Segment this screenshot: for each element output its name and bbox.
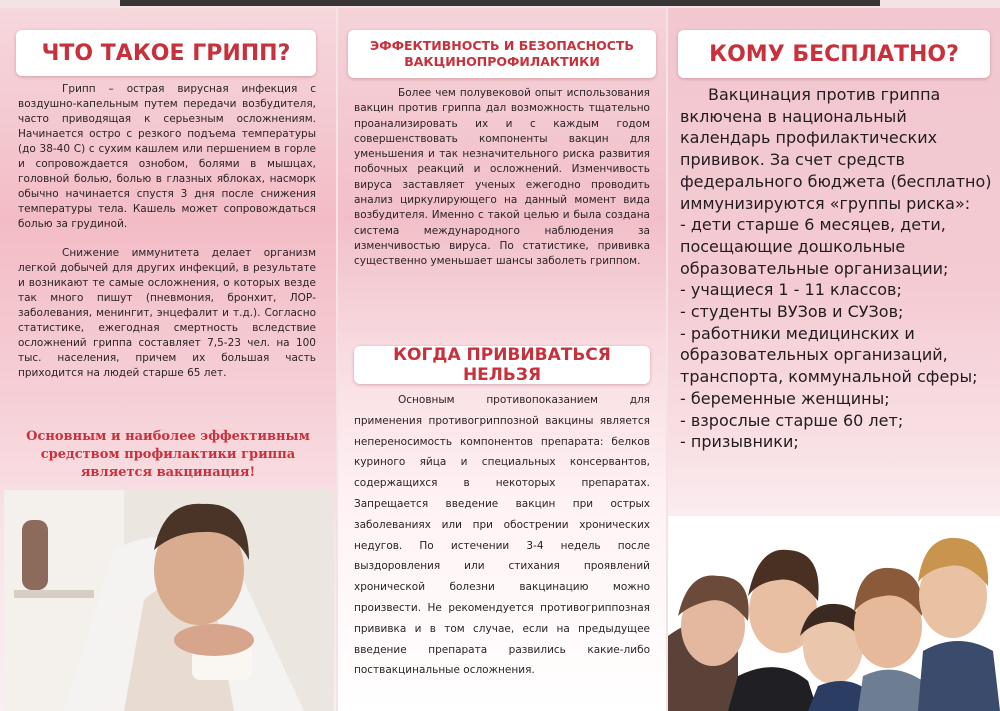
paragraph-text: Основным противопоказанием для применения противогриппозной вакцины является непереносимость компонентов препарата: белков куриного яйца и специальных консервантов, содержащихся в некоторых препаратах. Запрещается введение вакцин при острых заболеваниях или при обострении хронических недугов. По истечении 3-4 недель после выздоровления или стихания проявлений хронической болезни вакцинацию можно произвести. Не рекомендуется противогриппозная прививка и в том случае, если на предыдущее введение препарата развились какие-либо поствакцинальные осложнения.: [354, 394, 650, 677]
paragraph-text: Грипп – острая вирусная инфекция с воздушно-капельным путем передачи возбудителя, часто приводящая к серьезным осложнениям. Начинается остро с резкого подъема температуры (до 38-40 С) с сухим кашлем или першением в горле и сопровождается ознобом, болями в мышцах, головной болью, болью в глазных яблоках, насморк обычно начинается спустя 3 дня после снижения температуры тела. Кашель может сопровождаться болью за грудиной.: [18, 83, 316, 230]
heading-contraindications: КОГДА ПРИВИВАТЬСЯ НЕЛЬЗЯ: [354, 346, 650, 384]
list-item: - призывники;: [680, 432, 799, 452]
list-item: - дети старше 6 месяцев, дети, посещающие дошкольные образовательные организации;: [680, 215, 949, 278]
panel-free-vaccination: [668, 8, 1000, 711]
list-item: - учащиеся 1 - 11 классов;: [680, 280, 902, 300]
panel-effectiveness: [338, 8, 666, 711]
intro-text: [680, 84, 992, 214]
risk-groups-text: [680, 84, 992, 453]
list-item: - работники медицинских и образовательных организаций, транспорта, коммунальной сферы;: [680, 323, 978, 387]
paragraph-effectiveness: [354, 86, 650, 270]
panel-what-is-flu: [0, 8, 336, 711]
paragraph-text: Более чем полувековой опыт использования вакцин против гриппа дал возможность тщательно проанализировать их и с каждым годом совершенствовать компоненты вакцин для уменьшения и так незначительного риска развития побочных реакций и осложнений. Изменчивость вируса заставляет ученых ежегодно проводить анализ циркулирующего на данный момент вида возбудителя. Именно с такой целью и была создана система международного наблюдения за изменчивостью вируса. По статистике, прививка существенно уменьшает шансы заболеть гриппом.: [354, 87, 650, 268]
paragraph-text: Снижение иммунитета делает организм легкой добычей для других инфекций, в результате и возникают те самые осложнения, о которых везде так много пишут (пневмония, бронхит, ЛОР-заболевания, менингит, энцефалит и т.д.). Согласно статистике, ежегодная смертность вследствие осложнений гриппа составляет 7,5-23 чел. на 100 тыс. населения, причем их большая часть приходится на людей старше 65 лет.: [18, 247, 316, 379]
intro-text-content: Вакцинация против гриппа включена в национальный календарь профилактических прививок. За счет средств федерального бюджета (бесплатно) иммунизируются «группы риска»:: [680, 85, 992, 213]
paragraph-flu-definition: [18, 82, 316, 232]
paragraph-immunity: [18, 246, 316, 381]
photo-sick-man: [4, 490, 334, 711]
photo-young-people: [668, 516, 1000, 711]
paragraph-contraindications: [354, 390, 650, 681]
heading-effectiveness: ЭФФЕКТИВНОСТЬ И БЕЗОПАСНОСТЬ ВАКЦИНОПРОФИЛАКТИКИ: [348, 30, 656, 78]
heading-free-vaccination: КОМУ БЕСПЛАТНО?: [678, 30, 990, 78]
list-item: - беременные женщины;: [680, 388, 890, 408]
heading-what-is-flu: ЧТО ТАКОЕ ГРИПП?: [16, 30, 316, 76]
callout-vaccination: Основным и наиболее эффективным средством профилактики гриппа является вакцинация!: [26, 429, 310, 480]
list-item: - студенты ВУЗов и СУЗов;: [680, 302, 904, 322]
list-item: - взрослые старше 60 лет;: [680, 410, 904, 430]
top-bar: [120, 0, 880, 6]
